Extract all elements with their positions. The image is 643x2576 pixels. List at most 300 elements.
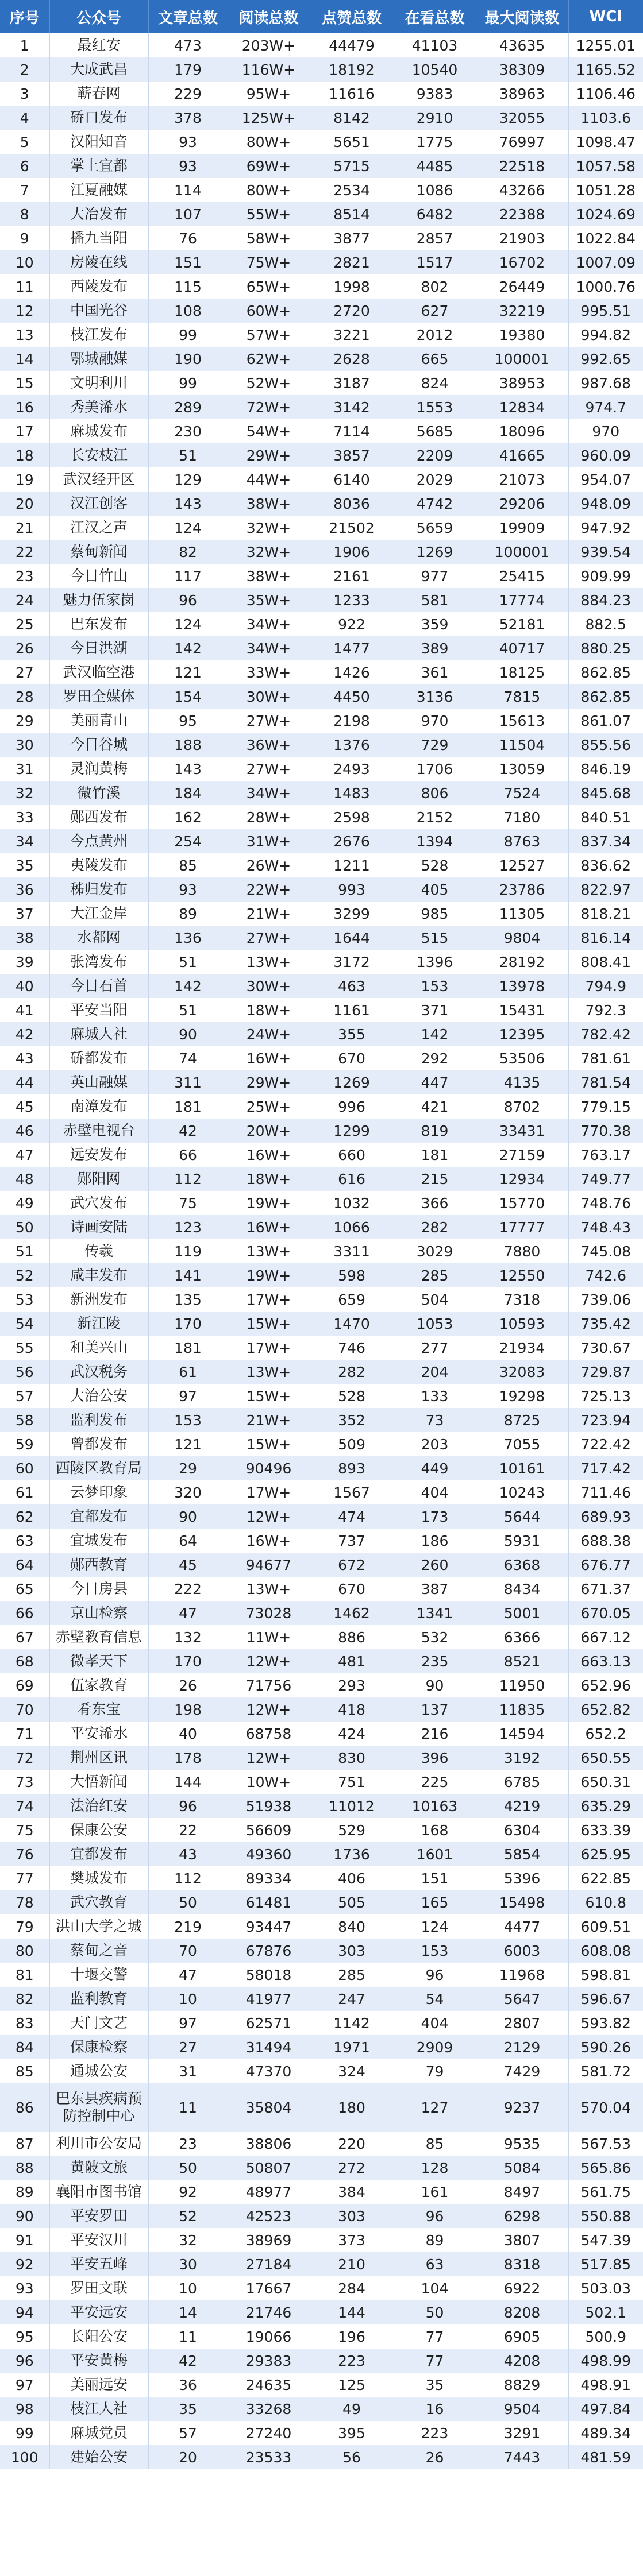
- wci-cell: 608.08: [568, 1939, 643, 1963]
- rank-cell: 5: [0, 130, 49, 154]
- table-row: [0, 371, 643, 395]
- reads-cell: 94677: [228, 1553, 310, 1577]
- rank-cell: 23: [0, 564, 49, 588]
- table-row: [0, 2252, 643, 2276]
- table-row: [0, 877, 643, 902]
- watching-cell: 387: [394, 1577, 476, 1601]
- articles-cell: 378: [148, 106, 228, 130]
- watching-cell: 292: [394, 1046, 476, 1070]
- rank-cell: 20: [0, 492, 49, 516]
- watching-cell: 63: [394, 2252, 476, 2276]
- table-row: [0, 33, 643, 57]
- watching-cell: 41103: [394, 33, 476, 57]
- watching-cell: 581: [394, 588, 476, 612]
- rank-cell: 80: [0, 1939, 49, 1963]
- likes-cell: 1470: [310, 1312, 394, 1336]
- account-cell: 美丽青山: [49, 709, 148, 733]
- articles-cell: 97: [148, 2011, 228, 2035]
- articles-cell: 42: [148, 2349, 228, 2373]
- account-cell: 水都网: [49, 926, 148, 950]
- reads-cell: 71756: [228, 1673, 310, 1697]
- likes-cell: 11616: [310, 82, 394, 106]
- table-row: [0, 781, 643, 805]
- watching-cell: 447: [394, 1070, 476, 1094]
- articles-cell: 121: [148, 660, 228, 684]
- rank-cell: 85: [0, 2059, 49, 2083]
- reads-cell: 61481: [228, 1890, 310, 1914]
- wci-cell: 1255.01: [568, 33, 643, 57]
- account-cell: 武汉临空港: [49, 660, 148, 684]
- watching-cell: 161: [394, 2180, 476, 2204]
- table-row: [0, 1336, 643, 1360]
- max-reads-cell: 21903: [476, 226, 568, 250]
- wci-cell: 711.46: [568, 1480, 643, 1504]
- max-reads-cell: 11504: [476, 733, 568, 757]
- account-cell: 保康公安: [49, 1818, 148, 1842]
- wci-cell: 1000.76: [568, 274, 643, 299]
- reads-cell: 16W+: [228, 1529, 310, 1553]
- rank-cell: 2: [0, 57, 49, 82]
- likes-cell: 8514: [310, 202, 394, 226]
- wci-cell: 995.51: [568, 299, 643, 323]
- reads-cell: 12W+: [228, 1697, 310, 1722]
- articles-cell: 51: [148, 443, 228, 467]
- watching-cell: 396: [394, 1746, 476, 1770]
- rank-cell: 73: [0, 1770, 49, 1794]
- max-reads-cell: 100001: [476, 347, 568, 371]
- max-reads-cell: 17774: [476, 588, 568, 612]
- rank-cell: 76: [0, 1842, 49, 1866]
- likes-cell: 1736: [310, 1842, 394, 1866]
- rank-cell: 6: [0, 154, 49, 178]
- max-reads-cell: 25415: [476, 564, 568, 588]
- articles-cell: 61: [148, 1360, 228, 1384]
- table-row: [0, 130, 643, 154]
- table-row: [0, 998, 643, 1022]
- watching-cell: 153: [394, 1939, 476, 1963]
- max-reads-cell: 53506: [476, 1046, 568, 1070]
- account-cell: 播九当阳: [49, 226, 148, 250]
- wci-cell: 735.42: [568, 1312, 643, 1336]
- account-cell: 传羲: [49, 1239, 148, 1263]
- articles-cell: 129: [148, 467, 228, 492]
- reads-cell: 35804: [228, 2083, 310, 2132]
- max-reads-cell: 19380: [476, 323, 568, 347]
- wci-cell: 1106.46: [568, 82, 643, 106]
- max-reads-cell: 32083: [476, 1360, 568, 1384]
- wci-cell: 745.08: [568, 1239, 643, 1263]
- rank-cell: 93: [0, 2276, 49, 2300]
- max-reads-cell: 14594: [476, 1722, 568, 1746]
- rank-cell: 42: [0, 1022, 49, 1046]
- account-cell: 肴东宝: [49, 1697, 148, 1722]
- max-reads-cell: 12527: [476, 853, 568, 877]
- rank-cell: 3: [0, 82, 49, 106]
- articles-cell: 11: [148, 2324, 228, 2349]
- likes-cell: 1142: [310, 2011, 394, 2035]
- max-reads-cell: 8434: [476, 1577, 568, 1601]
- articles-cell: 143: [148, 757, 228, 781]
- articles-cell: 121: [148, 1432, 228, 1456]
- account-cell: 宜都发布: [49, 1842, 148, 1866]
- account-cell: 最红安: [49, 33, 148, 57]
- max-reads-cell: 6785: [476, 1770, 568, 1794]
- max-reads-cell: 3192: [476, 1746, 568, 1770]
- likes-cell: 481: [310, 1649, 394, 1673]
- wci-cell: 503.03: [568, 2276, 643, 2300]
- table-row: [0, 2324, 643, 2349]
- likes-cell: 1376: [310, 733, 394, 757]
- articles-cell: 142: [148, 974, 228, 998]
- wci-cell: 652.96: [568, 1673, 643, 1697]
- table-row: [0, 516, 643, 540]
- articles-cell: 50: [148, 2156, 228, 2180]
- articles-cell: 40: [148, 1722, 228, 1746]
- rank-cell: 60: [0, 1456, 49, 1480]
- rank-cell: 33: [0, 805, 49, 829]
- table-row: [0, 1794, 643, 1818]
- wci-cell: 808.41: [568, 950, 643, 974]
- rank-cell: 51: [0, 1239, 49, 1263]
- articles-cell: 89: [148, 902, 228, 926]
- reads-cell: 15W+: [228, 1384, 310, 1408]
- reads-cell: 80W+: [228, 130, 310, 154]
- articles-cell: 75: [148, 1191, 228, 1215]
- articles-cell: 31: [148, 2059, 228, 2083]
- wci-cell: 517.85: [568, 2252, 643, 2276]
- account-cell: 鄂城融媒: [49, 347, 148, 371]
- articles-cell: 141: [148, 1263, 228, 1287]
- rank-cell: 53: [0, 1287, 49, 1312]
- max-reads-cell: 29206: [476, 492, 568, 516]
- account-cell: 法治红安: [49, 1794, 148, 1818]
- wci-cell: 1098.47: [568, 130, 643, 154]
- likes-cell: 293: [310, 1673, 394, 1697]
- account-cell: 美丽远安: [49, 2373, 148, 2397]
- likes-cell: 830: [310, 1746, 394, 1770]
- table-row: [0, 588, 643, 612]
- watching-cell: 186: [394, 1529, 476, 1553]
- reads-cell: 90496: [228, 1456, 310, 1480]
- max-reads-cell: 7880: [476, 1239, 568, 1263]
- wci-cell: 836.62: [568, 853, 643, 877]
- likes-cell: 463: [310, 974, 394, 998]
- rank-cell: 45: [0, 1094, 49, 1119]
- wci-cell: 689.93: [568, 1504, 643, 1529]
- reads-cell: 54W+: [228, 419, 310, 443]
- rank-cell: 16: [0, 395, 49, 419]
- rank-cell: 99: [0, 2421, 49, 2445]
- reads-cell: 21W+: [228, 1408, 310, 1432]
- articles-cell: 26: [148, 1673, 228, 1697]
- max-reads-cell: 7443: [476, 2445, 568, 2469]
- table-row: [0, 1553, 643, 1577]
- articles-cell: 23: [148, 2132, 228, 2156]
- likes-cell: 220: [310, 2132, 394, 2156]
- account-cell: 武穴教育: [49, 1890, 148, 1914]
- rank-cell: 75: [0, 1818, 49, 1842]
- rank-cell: 69: [0, 1673, 49, 1697]
- rank-cell: 40: [0, 974, 49, 998]
- wci-cell: 748.43: [568, 1215, 643, 1239]
- reads-cell: 11W+: [228, 1625, 310, 1649]
- max-reads-cell: 8497: [476, 2180, 568, 2204]
- reads-cell: 27184: [228, 2252, 310, 2276]
- reads-cell: 58018: [228, 1963, 310, 1987]
- table-row: [0, 2300, 643, 2324]
- reads-cell: 50807: [228, 2156, 310, 2180]
- reads-cell: 89334: [228, 1866, 310, 1890]
- rank-cell: 68: [0, 1649, 49, 1673]
- articles-cell: 112: [148, 1167, 228, 1191]
- table-row: [0, 1818, 643, 1842]
- table-row: [0, 1866, 643, 1890]
- reads-cell: 10W+: [228, 1770, 310, 1794]
- wci-cell: 792.3: [568, 998, 643, 1022]
- table-row: [0, 1529, 643, 1553]
- watching-cell: 50: [394, 2300, 476, 2324]
- likes-cell: 1644: [310, 926, 394, 950]
- articles-cell: 190: [148, 347, 228, 371]
- account-cell: 赤壁电视台: [49, 1119, 148, 1143]
- articles-cell: 320: [148, 1480, 228, 1504]
- likes-cell: 418: [310, 1697, 394, 1722]
- wci-cell: 1022.84: [568, 226, 643, 250]
- wci-cell: 498.91: [568, 2373, 643, 2397]
- rank-cell: 89: [0, 2180, 49, 2204]
- likes-cell: 1299: [310, 1119, 394, 1143]
- max-reads-cell: 4135: [476, 1070, 568, 1094]
- likes-cell: 3221: [310, 323, 394, 347]
- table-row: [0, 733, 643, 757]
- wci-cell: 498.99: [568, 2349, 643, 2373]
- account-cell: 云梦印象: [49, 1480, 148, 1504]
- table-row: [0, 2083, 643, 2132]
- rank-cell: 31: [0, 757, 49, 781]
- max-reads-cell: 8318: [476, 2252, 568, 2276]
- watching-cell: 1394: [394, 829, 476, 853]
- rank-cell: 100: [0, 2445, 49, 2469]
- watching-cell: 404: [394, 2011, 476, 2035]
- wci-cell: 770.38: [568, 1119, 643, 1143]
- wci-cell: 742.6: [568, 1263, 643, 1287]
- account-cell: 蕲春网: [49, 82, 148, 106]
- watching-cell: 4742: [394, 492, 476, 516]
- account-cell: 大悟新闻: [49, 1770, 148, 1794]
- max-reads-cell: 15498: [476, 1890, 568, 1914]
- rank-cell: 83: [0, 2011, 49, 2035]
- account-cell: 新江陵: [49, 1312, 148, 1336]
- max-reads-cell: 11305: [476, 902, 568, 926]
- account-cell: 武汉税务: [49, 1360, 148, 1384]
- rank-cell: 52: [0, 1263, 49, 1287]
- account-cell: 西陵区教育局: [49, 1456, 148, 1480]
- wci-cell: 593.82: [568, 2011, 643, 2035]
- likes-cell: 2720: [310, 299, 394, 323]
- watching-cell: 133: [394, 1384, 476, 1408]
- rank-cell: 86: [0, 2083, 49, 2132]
- wci-cell: 763.17: [568, 1143, 643, 1167]
- reads-cell: 69W+: [228, 154, 310, 178]
- table-row: [0, 2059, 643, 2083]
- max-reads-cell: 13978: [476, 974, 568, 998]
- watching-cell: 26: [394, 2445, 476, 2469]
- account-cell: 麻城党员: [49, 2421, 148, 2445]
- max-reads-cell: 32055: [476, 106, 568, 130]
- watching-cell: 151: [394, 1866, 476, 1890]
- max-reads-cell: 27159: [476, 1143, 568, 1167]
- rank-cell: 77: [0, 1866, 49, 1890]
- rank-cell: 74: [0, 1794, 49, 1818]
- wci-cell: 547.39: [568, 2228, 643, 2252]
- reads-cell: 12W+: [228, 1504, 310, 1529]
- wci-cell: 954.07: [568, 467, 643, 492]
- likes-cell: 2628: [310, 347, 394, 371]
- reads-cell: 38W+: [228, 492, 310, 516]
- reads-cell: 27W+: [228, 926, 310, 950]
- reads-cell: 80W+: [228, 178, 310, 202]
- rank-cell: 88: [0, 2156, 49, 2180]
- wci-cell: 749.77: [568, 1167, 643, 1191]
- likes-cell: 528: [310, 1384, 394, 1408]
- table-row: [0, 902, 643, 926]
- header-row: [0, 0, 643, 33]
- articles-cell: 151: [148, 250, 228, 274]
- watching-cell: 35: [394, 2373, 476, 2397]
- watching-cell: 181: [394, 1143, 476, 1167]
- table-row: [0, 2276, 643, 2300]
- max-reads-cell: 17777: [476, 1215, 568, 1239]
- articles-cell: 311: [148, 1070, 228, 1094]
- reads-cell: 47370: [228, 2059, 310, 2083]
- likes-cell: 8036: [310, 492, 394, 516]
- account-cell: 蔡甸之音: [49, 1939, 148, 1963]
- watching-cell: 260: [394, 1553, 476, 1577]
- wci-cell: 748.76: [568, 1191, 643, 1215]
- account-cell: 建始公安: [49, 2445, 148, 2469]
- rank-cell: 14: [0, 347, 49, 371]
- rank-cell: 66: [0, 1601, 49, 1625]
- table-row: [0, 1842, 643, 1866]
- header-wci: WCI: [568, 0, 643, 33]
- account-cell: 微孝天下: [49, 1649, 148, 1673]
- max-reads-cell: 7429: [476, 2059, 568, 2083]
- articles-cell: 229: [148, 82, 228, 106]
- wci-cell: 1007.09: [568, 250, 643, 274]
- watching-cell: 223: [394, 2421, 476, 2445]
- max-reads-cell: 9535: [476, 2132, 568, 2156]
- wci-cell: 739.06: [568, 1287, 643, 1312]
- rank-cell: 67: [0, 1625, 49, 1649]
- wci-cell: 837.34: [568, 829, 643, 853]
- likes-cell: 44479: [310, 33, 394, 57]
- wci-cell: 670.05: [568, 1601, 643, 1625]
- header-articles: 文章总数: [148, 0, 228, 33]
- table-row: [0, 926, 643, 950]
- watching-cell: 1341: [394, 1601, 476, 1625]
- max-reads-cell: 52181: [476, 612, 568, 636]
- reads-cell: 27W+: [228, 757, 310, 781]
- wci-cell: 846.19: [568, 757, 643, 781]
- watching-cell: 165: [394, 1890, 476, 1914]
- table-row: [0, 2373, 643, 2397]
- reads-cell: 21746: [228, 2300, 310, 2324]
- max-reads-cell: 22388: [476, 202, 568, 226]
- table-row: [0, 1094, 643, 1119]
- articles-cell: 43: [148, 1842, 228, 1866]
- account-cell: 宜都发布: [49, 1504, 148, 1529]
- watching-cell: 10163: [394, 1794, 476, 1818]
- rank-cell: 57: [0, 1384, 49, 1408]
- articles-cell: 32: [148, 2228, 228, 2252]
- articles-cell: 132: [148, 1625, 228, 1649]
- reads-cell: 19W+: [228, 1263, 310, 1287]
- reads-cell: 19066: [228, 2324, 310, 2349]
- account-cell: 枝江人社: [49, 2397, 148, 2421]
- table-row: [0, 684, 643, 709]
- articles-cell: 36: [148, 2373, 228, 2397]
- rank-cell: 26: [0, 636, 49, 660]
- reads-cell: 13W+: [228, 1577, 310, 1601]
- account-cell: 长阳公安: [49, 2324, 148, 2349]
- account-cell: 平安黄梅: [49, 2349, 148, 2373]
- table-row: [0, 250, 643, 274]
- rank-cell: 81: [0, 1963, 49, 1987]
- account-cell: 曾都发布: [49, 1432, 148, 1456]
- rank-cell: 79: [0, 1914, 49, 1939]
- account-cell: 夷陵发布: [49, 853, 148, 877]
- table-row: [0, 709, 643, 733]
- max-reads-cell: 7815: [476, 684, 568, 709]
- account-cell: 今日石首: [49, 974, 148, 998]
- table-row: [0, 299, 643, 323]
- table-row: [0, 829, 643, 853]
- likes-cell: 2198: [310, 709, 394, 733]
- wci-cell: 862.85: [568, 660, 643, 684]
- max-reads-cell: 21073: [476, 467, 568, 492]
- wci-cell: 855.56: [568, 733, 643, 757]
- reads-cell: 16W+: [228, 1143, 310, 1167]
- rank-cell: 11: [0, 274, 49, 299]
- table-body: [0, 33, 643, 2469]
- account-cell: 大冶发布: [49, 202, 148, 226]
- watching-cell: 104: [394, 2276, 476, 2300]
- rank-cell: 43: [0, 1046, 49, 1070]
- rank-cell: 25: [0, 612, 49, 636]
- table-row: [0, 1022, 643, 1046]
- articles-cell: 96: [148, 588, 228, 612]
- account-cell: 汉阳知音: [49, 130, 148, 154]
- articles-cell: 114: [148, 178, 228, 202]
- wci-cell: 1057.58: [568, 154, 643, 178]
- wci-cell: 722.42: [568, 1432, 643, 1456]
- reads-cell: 44W+: [228, 467, 310, 492]
- wci-cell: 861.07: [568, 709, 643, 733]
- account-cell: 今日竹山: [49, 564, 148, 588]
- articles-cell: 10: [148, 2276, 228, 2300]
- watching-cell: 77: [394, 2349, 476, 2373]
- articles-cell: 47: [148, 1601, 228, 1625]
- reads-cell: 19W+: [228, 1191, 310, 1215]
- reads-cell: 30W+: [228, 974, 310, 998]
- wci-cell: 1103.6: [568, 106, 643, 130]
- articles-cell: 93: [148, 154, 228, 178]
- wci-cell: 960.09: [568, 443, 643, 467]
- table-row: [0, 660, 643, 684]
- wci-cell: 502.1: [568, 2300, 643, 2324]
- rank-cell: 50: [0, 1215, 49, 1239]
- reads-cell: 58W+: [228, 226, 310, 250]
